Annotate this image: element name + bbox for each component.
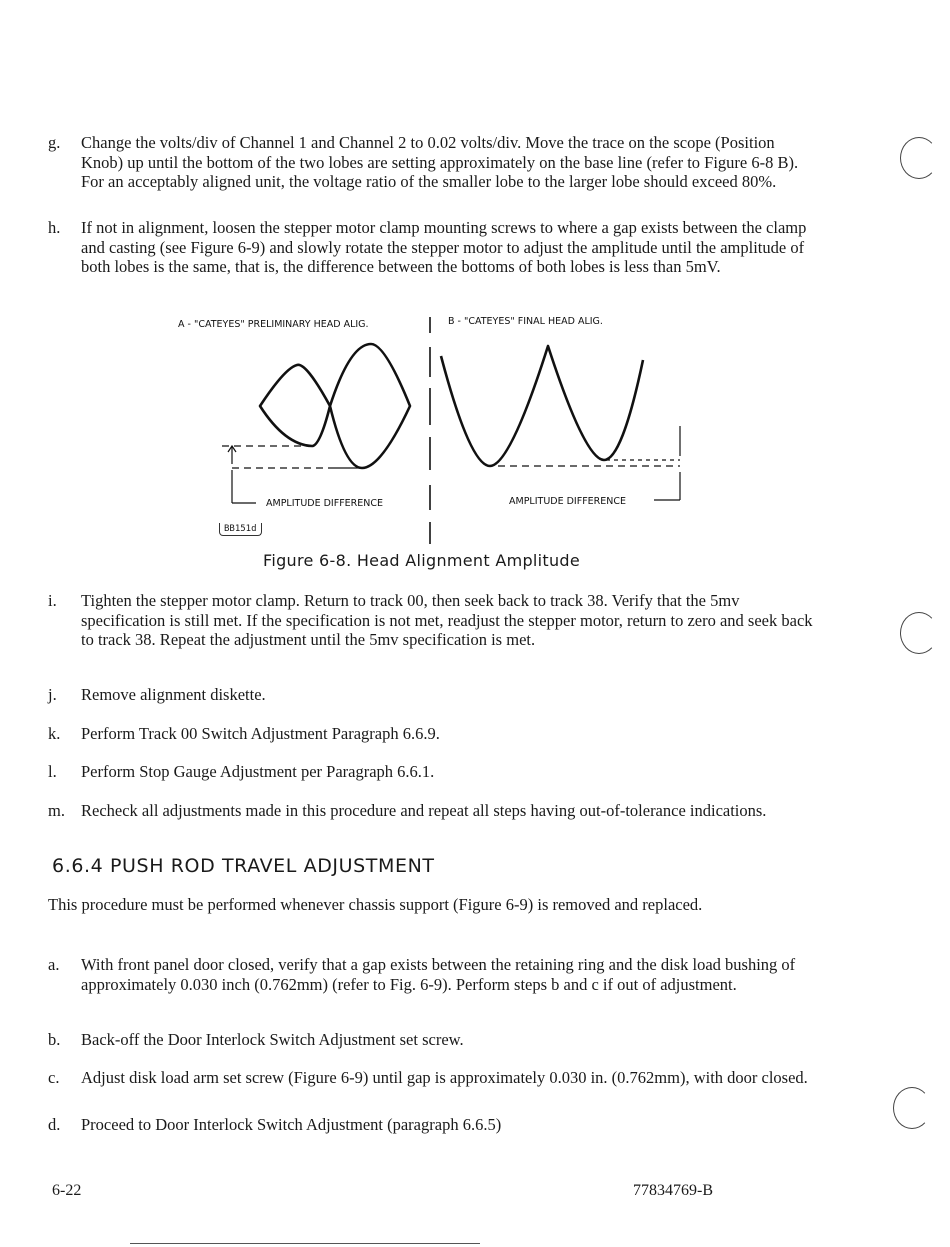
step-b <box>48 1030 818 1050</box>
step-k <box>48 724 818 744</box>
step-text: Perform Track 00 Switch Adjustment Paragraph 6.6.9. <box>81 724 440 743</box>
step-i <box>48 591 818 650</box>
step-letter: l. <box>48 762 57 781</box>
step-h <box>48 218 818 277</box>
step-a <box>48 955 818 994</box>
cateyes-preliminary-trace <box>260 344 410 468</box>
figure-label-a: A - "CATEYES" PRELIMINARY HEAD ALIG. <box>178 319 369 330</box>
section-intro: This procedure must be performed whenever chassis support (Figure 6-9) is removed and replaced. <box>48 895 703 914</box>
document-number: 77834769-B <box>633 1182 713 1199</box>
binder-hole-bottom <box>893 1087 931 1129</box>
figure-caption: Figure 6-8. Head Alignment Amplitude <box>263 551 581 570</box>
step-letter: a. <box>48 955 60 974</box>
step-letter: k. <box>48 724 61 743</box>
step-letter: b. <box>48 1030 61 1049</box>
step-letter: c. <box>48 1068 60 1087</box>
step-text: Recheck all adjustments made in this procedure and repeat all steps having out-of-tolerance indications. <box>81 801 767 820</box>
step-letter: m. <box>48 801 65 820</box>
amplitude-marker-b <box>498 426 680 500</box>
step-letter: i. <box>48 591 57 610</box>
step-letter: j. <box>48 685 57 704</box>
amplitude-difference-label-b: AMPLITUDE DIFFERENCE <box>509 496 627 507</box>
step-text: Change the volts/div of Channel 1 and Channel 2 to 0.02 volts/div. Move the trace on the scope (Position Knob) up until the bottom of the two lobes are setting approximately on the base line (refer to Figure 6-8 B). For an acceptably aligned unit, the voltage ratio of the smaller lobe to the larger lobe should exceed 80%. <box>81 133 799 191</box>
step-m <box>48 801 818 821</box>
figure-code: BB151d <box>219 523 262 536</box>
binder-hole-top <box>900 137 938 179</box>
step-text: With front panel door closed, verify that a gap exists between the retaining ring and the disk load bushing of approximately 0.030 inch (0.762mm) (refer to Fig. 6-9). Perform steps b and c if out of adjustment. <box>81 955 796 994</box>
figure-label-b: B - "CATEYES" FINAL HEAD ALIG. <box>448 316 603 327</box>
step-c <box>48 1068 818 1088</box>
page-number: 6-22 <box>52 1182 82 1199</box>
amplitude-marker-a <box>222 446 360 503</box>
cateyes-final-trace <box>441 346 643 466</box>
step-text: Back-off the Door Interlock Switch Adjustment set screw. <box>81 1030 464 1049</box>
section-heading: 6.6.4 PUSH ROD TRAVEL ADJUSTMENT <box>52 855 435 877</box>
step-text: Remove alignment diskette. <box>81 685 266 704</box>
step-text: Tighten the stepper motor clamp. Return to track 00, then seek back to track 38. Verify that the 5mv specification is still met. If the specification is not met, readjust the stepper motor, return to zero and seek back to track 38. Repeat the adjustment until the 5mv specification is met. <box>81 591 813 649</box>
binder-hole-middle <box>900 612 938 654</box>
step-text: Perform Stop Gauge Adjustment per Paragraph 6.6.1. <box>81 762 435 781</box>
amplitude-difference-label-a: AMPLITUDE DIFFERENCE <box>266 498 384 509</box>
step-letter: d. <box>48 1115 61 1134</box>
head-alignment-figure <box>0 300 950 550</box>
step-text: If not in alignment, loosen the stepper motor clamp mounting screws to where a gap exists between the clamp and casting (see Figure 6-9) and slowly rotate the stepper motor to adjust the amplitude until the amplitude of both lobes is the same, that is, the difference between the bottoms of both lobes is less than 5mV. <box>81 218 807 276</box>
scan-edge-line <box>130 1243 480 1244</box>
step-j <box>48 685 818 705</box>
step-d <box>48 1115 818 1135</box>
step-text: Adjust disk load arm set screw (Figure 6-9) until gap is approximately 0.030 in. (0.762mm), with door closed. <box>81 1068 808 1087</box>
step-text: Proceed to Door Interlock Switch Adjustment (paragraph 6.6.5) <box>81 1115 502 1134</box>
step-l <box>48 762 818 782</box>
step-letter: g. <box>48 133 61 152</box>
step-letter: h. <box>48 218 61 237</box>
step-g <box>48 133 818 192</box>
